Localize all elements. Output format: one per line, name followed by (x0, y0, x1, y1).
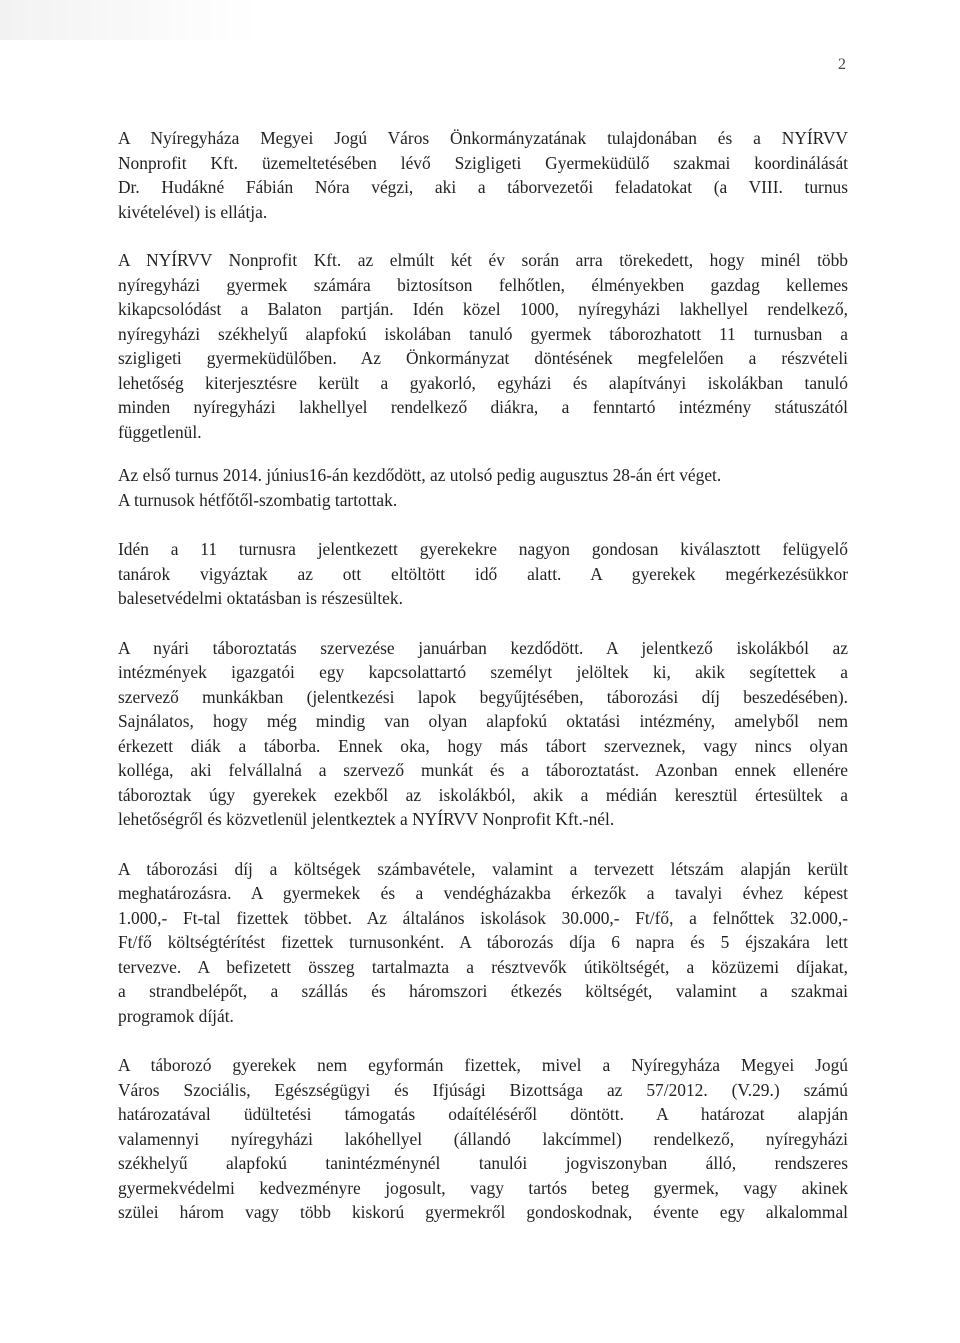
text-line: Nonprofit Kft. üzemeltetésében lévő Szigligeti Gyermeküdülő szakmai koordinálását (118, 152, 848, 173)
text-line: balesetvédelmi oktatásban is részesültek. (118, 588, 403, 608)
text-line: Idén a 11 turnusra jelentkezett gyerekekre nagyon gondosan kiválasztott felügyelő (118, 539, 848, 559)
text-line: határozatával üdültetési támogatás odaítéléséről döntött. A határozat alapján (118, 1104, 848, 1124)
text-line: a strandbelépőt, a szállás és háromszori étkezés költségét, valamint a szakmai (118, 981, 848, 1001)
text-line: kivételével) is ellátja. (118, 201, 268, 222)
text-line: gyermekvédelmi kedvezményre jogosult, vagy tartós beteg gyermek, vagy akinek (118, 1177, 848, 1198)
text-line: függetlenül. (118, 421, 202, 442)
text-line: szigligeti gyermeküdülőben. Az Önkormányzat döntésének megfelelően a részvételi (118, 348, 848, 368)
text-line: Sajnálatos, hogy még mindig van olyan alapfokú oktatási intézmény, amelyből nem (118, 711, 848, 731)
scan-artifact (0, 0, 260, 40)
text-line: A NYÍRVV Nonprofit Kft. az elmúlt két év során arra törekedett, hogy minél több (118, 250, 848, 270)
paragraph-supervisors (118, 537, 848, 611)
text-line: A Nyíregyháza Megyei Jogú Város Önkormányzatának tulajdonában és a NYÍRVV (118, 128, 848, 148)
text-line: A turnusok hétfőtől-szombatig tartottak. (118, 489, 398, 510)
text-line: szülei három vagy több kiskorú gyermekről gondoskodnak, évente egy alkalommal (118, 1202, 848, 1222)
text-line: A táborozó gyerekek nem egyformán fizettek, mivel a Nyíregyháza Megyei Jogú (118, 1055, 848, 1075)
paragraph-support (118, 1053, 848, 1225)
text-line: A táborozási díj a költségek számbavétele, valamint a tervezett létszám alapján került (118, 858, 848, 879)
text-line: Dr. Hudákné Fábián Nóra végzi, aki a táborvezetői feladatokat (a VIII. turnus (118, 177, 848, 197)
text-line: lehetőségről és közvetlenül jelentkeztek a NYÍRVV Nonprofit Kft.-nél. (118, 809, 615, 829)
text-line: tanárok vigyáztak az ott eltöltött idő alatt. A gyerekek megérkezésükkor (118, 563, 848, 584)
text-line: nyíregyházi gyermek számára biztosítson felhőtlen, élményekben gazdag kellemes (118, 274, 848, 295)
text-line: lehetőség kiterjesztésre került a gyakorló, egyházi és alapítványi iskolákban tanuló (118, 372, 848, 393)
text-line: 1.000,- Ft-tal fizettek többet. Az általános iskolások 30.000,- Ft/fő, a felnőttek 32.000,- (118, 907, 848, 928)
text-line: minden nyíregyházi lakhellyel rendelkező diákra, a fenntartó intézmény státuszától (118, 397, 848, 417)
text-line: A nyári táboroztatás szervezése januárban kezdődött. A jelentkező iskolákból az (118, 637, 848, 658)
paragraph-turnus-dates (118, 463, 848, 512)
text-line: nyíregyházi székhelyű alapfokú iskolában tanuló gyermek táborozhatott 11 turnusban a (118, 323, 848, 344)
paragraph-intro (118, 126, 848, 224)
text-line: tervezve. A befizetett összeg tartalmazta a résztvevők útiköltségét, a közüzemi díjakat, (118, 956, 848, 977)
text-line: székhelyű alapfokú tanintézménynél tanulói jogviszonyban álló, rendszeres (118, 1153, 848, 1173)
paragraph-fees (118, 857, 848, 1029)
text-line: Ft/fő költségtérítést fizettek turnusonként. A táborozás díja 6 napra és 5 éjszakára lett (118, 932, 848, 952)
text-line: kikapcsolódást a Balaton partján. Idén közel 1000, nyíregyházi lakhellyel rendelkező, (118, 299, 848, 319)
paragraph-organization (118, 636, 848, 832)
text-line: érkezett diák a táborba. Ennek oka, hogy más tábort szerveznek, vagy nincs olyan (118, 735, 848, 756)
text-line: intézmények igazgatói egy kapcsolattartó személyt jelöltek ki, akik segítettek a (118, 662, 848, 682)
text-line: táboroztak úgy gyerekek ezekből az iskolákból, akik a médián keresztül értesültek a (118, 784, 848, 805)
text-line: Az első turnus 2014. június16-án kezdődött, az utolsó pedig augusztus 28-án ért véget. (118, 465, 722, 485)
paragraph-nyirvv (118, 248, 848, 444)
document-body (118, 126, 848, 1225)
text-line: szervező munkákban (jelentkezési lapok begyűjtésében, táborozási díj beszedésében). (118, 686, 848, 707)
page-number: 2 (838, 56, 846, 73)
text-line: meghatározásra. A gyermekek és a vendégházakba érkezők a tavalyi évhez képest (118, 883, 848, 903)
text-line: valamennyi nyíregyházi lakóhellyel (állandó lakcímmel) rendelkező, nyíregyházi (118, 1128, 848, 1149)
text-line: kolléga, aki felvállalná a szervező munkát és a táboroztatást. Azonban ennek ellenére (118, 760, 848, 780)
text-line: programok díját. (118, 1005, 234, 1026)
text-line: Város Szociális, Egészségügyi és Ifjúsági Bizottsága az 57/2012. (V.29.) számú (118, 1079, 848, 1100)
